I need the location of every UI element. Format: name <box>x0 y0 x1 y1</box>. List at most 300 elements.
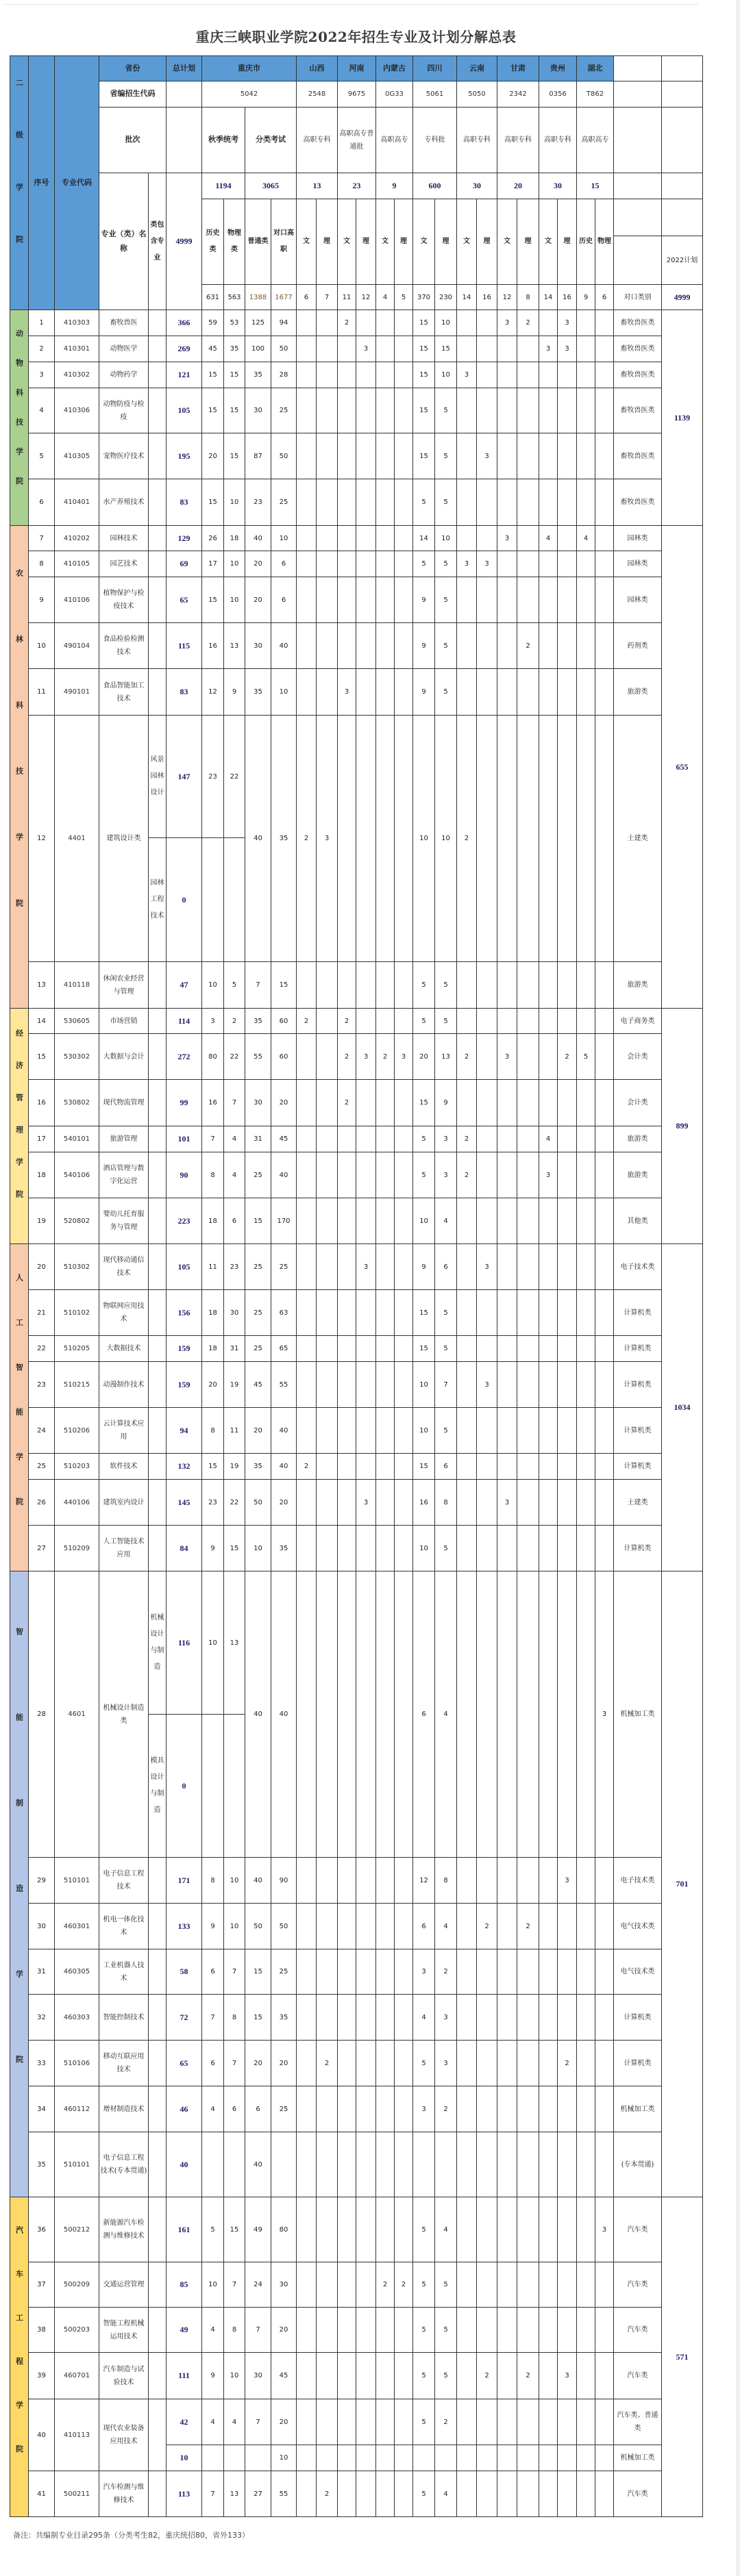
quota-cell: 60 <box>271 1009 297 1034</box>
quota-cell <box>376 433 395 479</box>
quota-cell: 35 <box>271 716 297 962</box>
quota-cell <box>477 1995 497 2041</box>
quota-cell: 15 <box>224 2197 245 2262</box>
quota-cell: 11 <box>224 1408 245 1454</box>
subcol-total: 8 <box>517 285 539 310</box>
category-cell: 畜牧兽医类 <box>614 310 662 336</box>
category-cell: 计算机类 <box>614 1290 662 1336</box>
quota-cell <box>317 2308 338 2353</box>
quota-cell <box>376 2471 395 2517</box>
quota-cell: 30 <box>245 2353 271 2399</box>
quota-cell <box>338 1244 356 1290</box>
row-index: 21 <box>29 1290 55 1336</box>
quota-cell: 2 <box>517 2353 539 2399</box>
quota-cell <box>517 1080 539 1126</box>
quota-cell <box>477 2399 497 2445</box>
major-name: 物联网应用技术 <box>99 1290 149 1336</box>
quota-cell: 20 <box>245 2041 271 2086</box>
quota-cell <box>477 1454 497 1480</box>
quota-cell <box>395 623 413 669</box>
college-name-text: 人工智能学院 <box>14 1273 24 1542</box>
quota-cell <box>356 2353 376 2399</box>
college-name-wrap <box>10 2197 28 2516</box>
quota-cell: 15 <box>245 1949 271 1995</box>
subcol-total: 370 <box>413 285 435 310</box>
quota-cell <box>376 2041 395 2086</box>
major-name: 休闲农业经营与管理 <box>99 962 149 1009</box>
row-index: 20 <box>29 1244 55 1290</box>
quota-cell <box>477 1480 497 1526</box>
quota-cell: 4 <box>202 2308 224 2353</box>
quota-cell <box>376 577 395 623</box>
quota-cell <box>577 1290 595 1336</box>
quota-cell: 3 <box>413 1949 435 1995</box>
quota-cell: 31 <box>224 1336 245 1362</box>
quota-cell <box>297 1198 317 1244</box>
quota-cell <box>338 1454 356 1480</box>
quota-cell <box>356 551 376 577</box>
major-name: 软件技术 <box>99 1454 149 1480</box>
major-name: 畜牧兽医 <box>99 310 149 336</box>
major-total: 83 <box>166 669 202 716</box>
quota-cell <box>376 1362 395 1408</box>
quota-cell <box>338 1904 356 1949</box>
quota-cell: 12 <box>413 1858 435 1904</box>
quota-cell <box>558 1454 577 1480</box>
quota-cell: 15 <box>202 388 224 433</box>
table-row <box>10 1904 703 1949</box>
quota-cell: 6 <box>271 577 297 623</box>
quota-cell: 4 <box>202 2399 224 2445</box>
category-cell: 药剂类 <box>614 623 662 669</box>
quota-cell: 3 <box>413 2086 435 2132</box>
quota-cell <box>558 2262 577 2308</box>
category-cell: 畜牧兽医类 <box>614 433 662 479</box>
quota-cell: 3 <box>477 433 497 479</box>
major-total: 47 <box>166 962 202 1009</box>
subcol-label: 理 <box>477 199 497 285</box>
quota-cell <box>376 2399 395 2445</box>
quota-cell <box>517 1454 539 1480</box>
quota-cell <box>577 1995 595 2041</box>
quota-cell <box>395 2041 413 2086</box>
row-index: 37 <box>29 2262 55 2308</box>
quota-cell <box>558 433 577 479</box>
quota-cell <box>517 1034 539 1080</box>
quota-cell <box>539 716 558 962</box>
subcol-total: 11 <box>338 285 356 310</box>
table-row <box>10 2353 703 2399</box>
sub-major-cell <box>149 2262 166 2308</box>
major-total: 156 <box>166 1290 202 1336</box>
college-name <box>10 526 29 1009</box>
major-name: 智能工程机械运用技术 <box>99 2308 149 2353</box>
quota-cell <box>595 1858 614 1904</box>
college-name-text: 智能制造学院 <box>14 1627 24 2141</box>
sub-major-name: 园林工程技术 <box>149 838 166 962</box>
quota-cell: 6 <box>202 2041 224 2086</box>
quota-cell <box>595 716 614 962</box>
table-row <box>10 2197 703 2262</box>
quota-cell: 23 <box>202 716 224 838</box>
quota-cell: 35 <box>224 336 245 362</box>
quota-cell <box>356 1526 376 1571</box>
batch-label: 批次 <box>99 108 166 173</box>
quota-cell: 15 <box>202 362 224 388</box>
quota-cell: 10 <box>245 1526 271 1571</box>
category-cell: 汽车类、普通类 <box>614 2399 662 2445</box>
row-index: 28 <box>29 1571 55 1858</box>
quota-cell <box>539 1408 558 1454</box>
quota-cell: 10 <box>202 1571 224 1715</box>
quota-cell: 2 <box>457 1126 477 1152</box>
quota-cell <box>395 1290 413 1336</box>
quota-cell <box>577 310 595 336</box>
quota-cell: 6 <box>224 1198 245 1244</box>
category-cell: 旅游类 <box>614 962 662 1009</box>
quota-cell <box>457 1995 477 2041</box>
quota-cell <box>376 2086 395 2132</box>
quota-cell: 16 <box>202 623 224 669</box>
quota-cell: 20 <box>202 433 224 479</box>
province-code: 9675 <box>338 81 376 108</box>
quota-cell <box>356 1080 376 1126</box>
table-row <box>10 1152 703 1198</box>
quota-cell: 15 <box>413 1454 435 1480</box>
quota-cell: 2 <box>558 1034 577 1080</box>
quota-cell <box>376 1858 395 1904</box>
quota-cell <box>457 2471 477 2517</box>
major-total: 46 <box>166 2086 202 2132</box>
quota-cell: 35 <box>271 1995 297 2041</box>
major-total: 58 <box>166 1949 202 1995</box>
quota-cell <box>395 1336 413 1362</box>
quota-cell <box>435 2132 457 2197</box>
batch-name: 高职专科 <box>539 108 577 173</box>
quota-cell <box>338 1198 356 1244</box>
table-row <box>10 1408 703 1454</box>
quota-cell: 10 <box>224 2353 245 2399</box>
quota-cell <box>558 1904 577 1949</box>
quota-cell <box>497 479 517 526</box>
quota-cell: 3 <box>595 2197 614 2262</box>
row-index: 5 <box>29 433 55 479</box>
category-cell: 其他类 <box>614 1198 662 1244</box>
major-code: 4401 <box>55 716 99 962</box>
quota-cell: 30 <box>271 2262 297 2308</box>
quota-cell <box>595 551 614 577</box>
quota-cell <box>558 1080 577 1126</box>
sub-major-cell <box>149 310 166 336</box>
quota-cell <box>497 669 517 716</box>
major-code: 510203 <box>55 1454 99 1480</box>
quota-cell: 8 <box>224 1995 245 2041</box>
quota-cell <box>517 1949 539 1995</box>
quota-cell <box>457 433 477 479</box>
quota-cell <box>477 1009 497 1034</box>
batch-name: 高职高专普通批 <box>338 108 376 173</box>
quota-cell: 5 <box>413 551 435 577</box>
scrollbar[interactable] <box>736 0 740 2576</box>
quota-cell <box>517 577 539 623</box>
quota-cell <box>395 526 413 551</box>
quota-cell <box>517 433 539 479</box>
quota-cell: 3 <box>356 336 376 362</box>
quota-cell <box>457 1454 477 1480</box>
quota-cell <box>457 623 477 669</box>
major-name: 现代农业装备应用技术 <box>99 2399 149 2471</box>
quota-cell: 13 <box>224 623 245 669</box>
quota-cell <box>595 2353 614 2399</box>
subcol-total: 563 <box>224 285 245 310</box>
quota-cell: 3 <box>497 1480 517 1526</box>
quota-cell: 80 <box>202 1034 224 1080</box>
major-total: 272 <box>166 1034 202 1080</box>
quota-cell <box>297 1408 317 1454</box>
quota-cell: 15 <box>224 433 245 479</box>
major-name: 电子信息工程技术 <box>99 1858 149 1904</box>
quota-cell <box>297 2445 317 2471</box>
quota-cell <box>338 433 356 479</box>
quota-cell: 5 <box>413 1009 435 1034</box>
quota-cell <box>338 716 356 962</box>
table-row <box>10 2262 703 2308</box>
quota-cell <box>395 1152 413 1198</box>
subcol-total: 230 <box>435 285 457 310</box>
quota-cell <box>317 1949 338 1995</box>
category-cell: 旅游类 <box>614 669 662 716</box>
quota-cell: 94 <box>271 310 297 336</box>
quota-cell <box>297 551 317 577</box>
quota-cell <box>577 1480 595 1526</box>
major-name: 动物防疫与检疫 <box>99 388 149 433</box>
major-code: 500211 <box>55 2471 99 2517</box>
quota-cell: 2 <box>457 716 477 962</box>
major-total: 269 <box>166 336 202 362</box>
major-total: 94 <box>166 1408 202 1454</box>
sub-major-cell <box>149 2132 166 2197</box>
quota-cell <box>338 2262 356 2308</box>
quota-cell <box>376 1126 395 1152</box>
college-plan-total: 1034 <box>662 1244 703 1571</box>
sub-major-cell <box>149 1362 166 1408</box>
quota-cell <box>517 1126 539 1152</box>
table-row <box>10 2471 703 2517</box>
quota-cell <box>338 2399 356 2445</box>
quota-cell: 4 <box>224 1126 245 1152</box>
province-code: 5050 <box>457 81 497 108</box>
quota-cell: 10 <box>271 2445 297 2471</box>
quota-cell: 3 <box>338 669 356 716</box>
quota-cell: 5 <box>435 669 457 716</box>
quota-cell: 8 <box>224 2308 245 2353</box>
quota-cell <box>356 2197 376 2262</box>
major-code: 530605 <box>55 1009 99 1034</box>
quota-cell <box>457 2132 477 2197</box>
quota-cell <box>317 1244 338 1290</box>
quota-cell <box>497 1571 517 1858</box>
quota-cell: 40 <box>271 623 297 669</box>
quota-cell <box>297 2399 317 2445</box>
quota-cell <box>477 526 497 551</box>
major-name: 旅游管理 <box>99 1126 149 1152</box>
college-plan-total: 1139 <box>662 310 703 526</box>
quota-cell <box>317 1408 338 1454</box>
quota-cell <box>539 479 558 526</box>
subcol-label: 文 <box>539 199 558 285</box>
quota-cell <box>297 1034 317 1080</box>
quota-cell: 6 <box>202 1949 224 1995</box>
province-name: 湖北 <box>577 56 614 81</box>
sub-major-cell <box>149 623 166 669</box>
quota-cell: 15 <box>413 433 435 479</box>
quota-cell: 2 <box>457 1034 477 1080</box>
quota-cell <box>338 2445 356 2471</box>
major-code: 510302 <box>55 1244 99 1290</box>
quota-cell: 3 <box>317 716 338 962</box>
batch-quota: 1194 <box>202 173 245 199</box>
sub-major-cell <box>149 1009 166 1034</box>
province-quota: 600 <box>413 173 457 199</box>
quota-cell <box>595 362 614 388</box>
sub-major-cell <box>149 2197 166 2262</box>
major-total: 114 <box>166 1009 202 1034</box>
table-row <box>10 2399 703 2445</box>
sub-major-cell <box>149 526 166 551</box>
quota-cell <box>517 2132 539 2197</box>
table-row <box>10 1034 703 1080</box>
quota-cell <box>317 1034 338 1080</box>
major-total: 129 <box>166 526 202 551</box>
quota-cell <box>558 623 577 669</box>
major-code: 510106 <box>55 2041 99 2086</box>
quota-cell <box>356 1858 376 1904</box>
quota-cell: 9 <box>224 669 245 716</box>
quota-cell <box>558 2471 577 2517</box>
category-cell: 汽车类 <box>614 2262 662 2308</box>
quota-cell <box>317 1454 338 1480</box>
table-row <box>10 1858 703 1904</box>
quota-cell: 3 <box>457 551 477 577</box>
sub-major-cell <box>149 1904 166 1949</box>
subcol-label: 文 <box>497 199 517 285</box>
quota-cell: 10 <box>224 1858 245 1904</box>
quota-cell <box>395 1454 413 1480</box>
quota-cell <box>376 551 395 577</box>
quota-cell <box>457 479 477 526</box>
quota-cell <box>457 1244 477 1290</box>
quota-cell <box>338 1480 356 1526</box>
quota-cell: 5 <box>413 2197 435 2262</box>
batch-name: 高职专科 <box>457 108 497 173</box>
quota-cell: 6 <box>435 1454 457 1480</box>
major-total: 159 <box>166 1362 202 1408</box>
major-code: 410303 <box>55 310 99 336</box>
col-index-header: 序号 <box>29 56 55 310</box>
quota-cell <box>517 716 539 962</box>
quota-cell: 10 <box>271 669 297 716</box>
quota-cell <box>577 2262 595 2308</box>
quota-cell: 35 <box>245 362 271 388</box>
college-name <box>10 1244 29 1571</box>
quota-cell: 10 <box>224 551 245 577</box>
college-plan-total: 655 <box>662 526 703 1009</box>
subcol-label: 历史 <box>577 199 595 285</box>
quota-cell: 40 <box>245 2132 271 2197</box>
subcol-label: 历史类 <box>202 199 224 285</box>
quota-cell: 13 <box>224 2471 245 2517</box>
quota-cell <box>517 1244 539 1290</box>
quota-cell <box>595 2471 614 2517</box>
quota-cell <box>517 2262 539 2308</box>
quota-cell: 3 <box>558 336 577 362</box>
quota-cell <box>376 336 395 362</box>
row-index: 19 <box>29 1198 55 1244</box>
row-index: 39 <box>29 2353 55 2399</box>
major-code: 510215 <box>55 1362 99 1408</box>
quota-cell <box>297 1336 317 1362</box>
quota-cell: 7 <box>224 2262 245 2308</box>
sub-major-cell <box>149 1198 166 1244</box>
college-name <box>10 1571 29 2197</box>
quota-cell <box>457 2041 477 2086</box>
quota-cell <box>356 1995 376 2041</box>
major-total: 113 <box>166 2471 202 2517</box>
quota-cell <box>297 2262 317 2308</box>
quota-cell <box>457 1290 477 1336</box>
quota-cell <box>477 1198 497 1244</box>
table-row <box>10 362 703 388</box>
quota-cell <box>577 2197 595 2262</box>
quota-cell <box>317 526 338 551</box>
quota-cell <box>595 1362 614 1408</box>
quota-cell: 3 <box>356 1244 376 1290</box>
subcol-total: 14 <box>539 285 558 310</box>
major-name: 人工智能技术应用 <box>99 1526 149 1571</box>
major-total: 101 <box>166 1126 202 1152</box>
category-cell: 园林类 <box>614 577 662 623</box>
major-code: 410105 <box>55 551 99 577</box>
major-total: 72 <box>166 1995 202 2041</box>
quota-cell <box>539 2353 558 2399</box>
quota-cell <box>457 1858 477 1904</box>
quota-cell <box>558 1009 577 1034</box>
quota-cell: 20 <box>271 2308 297 2353</box>
quota-cell <box>297 1858 317 1904</box>
quota-cell: 31 <box>245 1126 271 1152</box>
quota-cell <box>517 2197 539 2262</box>
row-index: 2 <box>29 336 55 362</box>
quota-cell <box>457 1526 477 1571</box>
quota-cell <box>317 2262 338 2308</box>
quota-cell: 30 <box>224 1290 245 1336</box>
major-code: 440106 <box>55 1480 99 1526</box>
province-quota: 15 <box>577 173 614 199</box>
quota-cell <box>558 2308 577 2353</box>
sub-major-cell <box>149 1480 166 1526</box>
quota-cell <box>497 623 517 669</box>
table-row <box>10 1009 703 1034</box>
quota-cell: 3 <box>435 1126 457 1152</box>
quota-cell: 9 <box>435 1080 457 1126</box>
major-code: 460301 <box>55 1904 99 1949</box>
category-cell: 旅游类 <box>614 1126 662 1152</box>
subcol-label: 理 <box>517 199 539 285</box>
quota-cell: 7 <box>435 1362 457 1408</box>
quota-cell <box>297 669 317 716</box>
quota-cell: 3 <box>395 1034 413 1080</box>
quota-cell <box>376 1526 395 1571</box>
